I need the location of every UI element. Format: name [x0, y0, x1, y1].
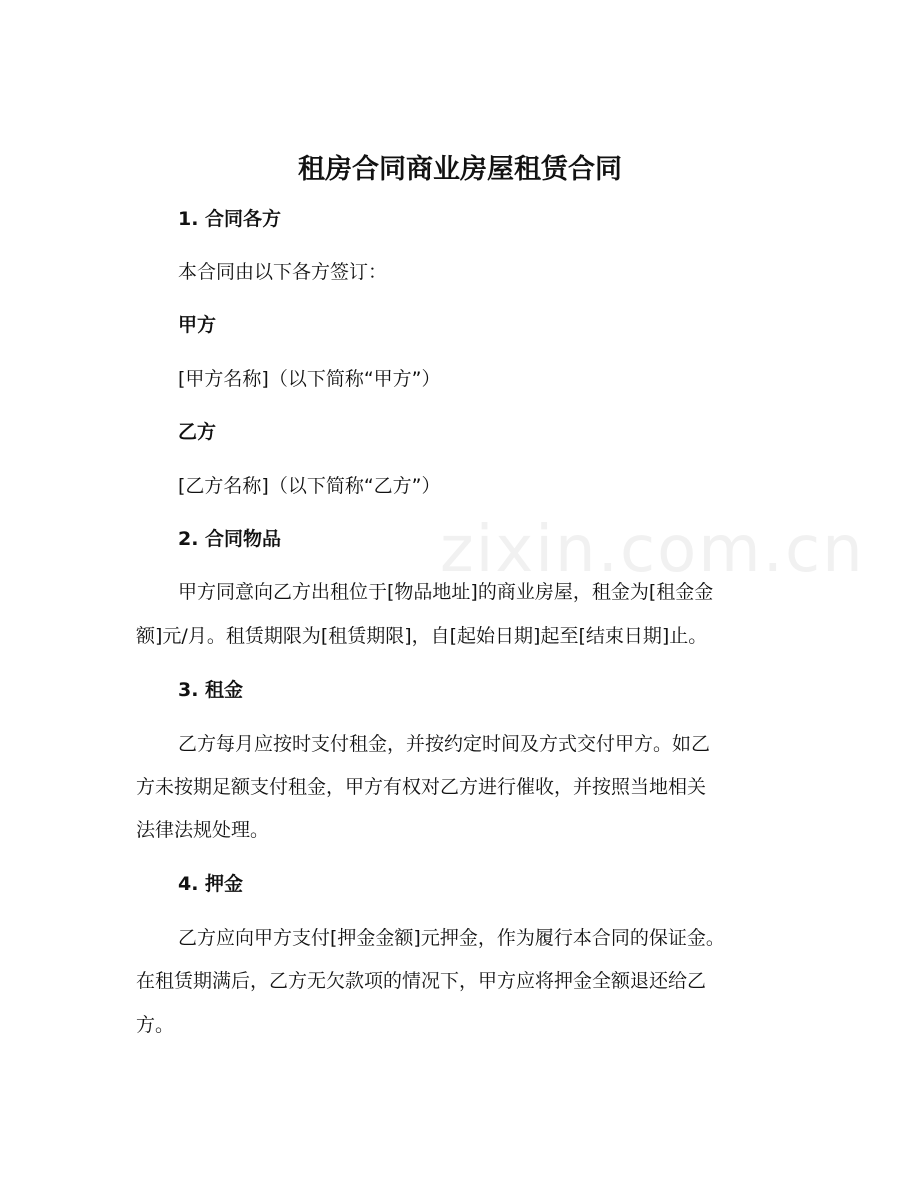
section-1-heading: 1. 合同各方 — [178, 208, 282, 230]
section-3-heading: 3. 租金 — [178, 679, 244, 701]
section-2-line: 额]元/月。租赁期限为[租赁期限]，自[起始日期]起至[结束日期]止。 — [136, 625, 708, 647]
party-a-text: [甲方名称]（以下简称“甲方”） — [178, 368, 441, 390]
section-3-line: 法律法规处理。 — [136, 819, 270, 841]
document-title: 租房合同商业房屋租赁合同 — [298, 154, 622, 185]
section-4-line: 乙方应向甲方支付[押金金额]元押金，作为履行本合同的保证金。 — [178, 927, 725, 949]
section-2-heading: 2. 合同物品 — [178, 528, 282, 550]
section-4-line: 在租赁期满后，乙方无欠款项的情况下，甲方应将押金全额退还给乙 — [136, 970, 707, 992]
section-3-line: 方未按期足额支付租金，甲方有权对乙方进行催收，并按照当地相关 — [136, 776, 707, 798]
section-4-line: 方。 — [136, 1014, 175, 1036]
section-2-line: 甲方同意向乙方出租位于[物品地址]的商业房屋，租金为[租金金 — [178, 581, 714, 603]
watermark-text: zixin.com.cn — [440, 513, 865, 587]
section-3-line: 乙方每月应按时支付租金，并按约定时间及方式交付甲方。如乙 — [178, 733, 711, 755]
section-1-intro: 本合同由以下各方签订： — [178, 261, 388, 283]
party-b-text: [乙方名称]（以下简称“乙方”） — [178, 475, 441, 497]
party-a-label: 甲方 — [178, 314, 217, 336]
section-4-heading: 4. 押金 — [178, 873, 244, 895]
party-b-label: 乙方 — [178, 421, 217, 443]
